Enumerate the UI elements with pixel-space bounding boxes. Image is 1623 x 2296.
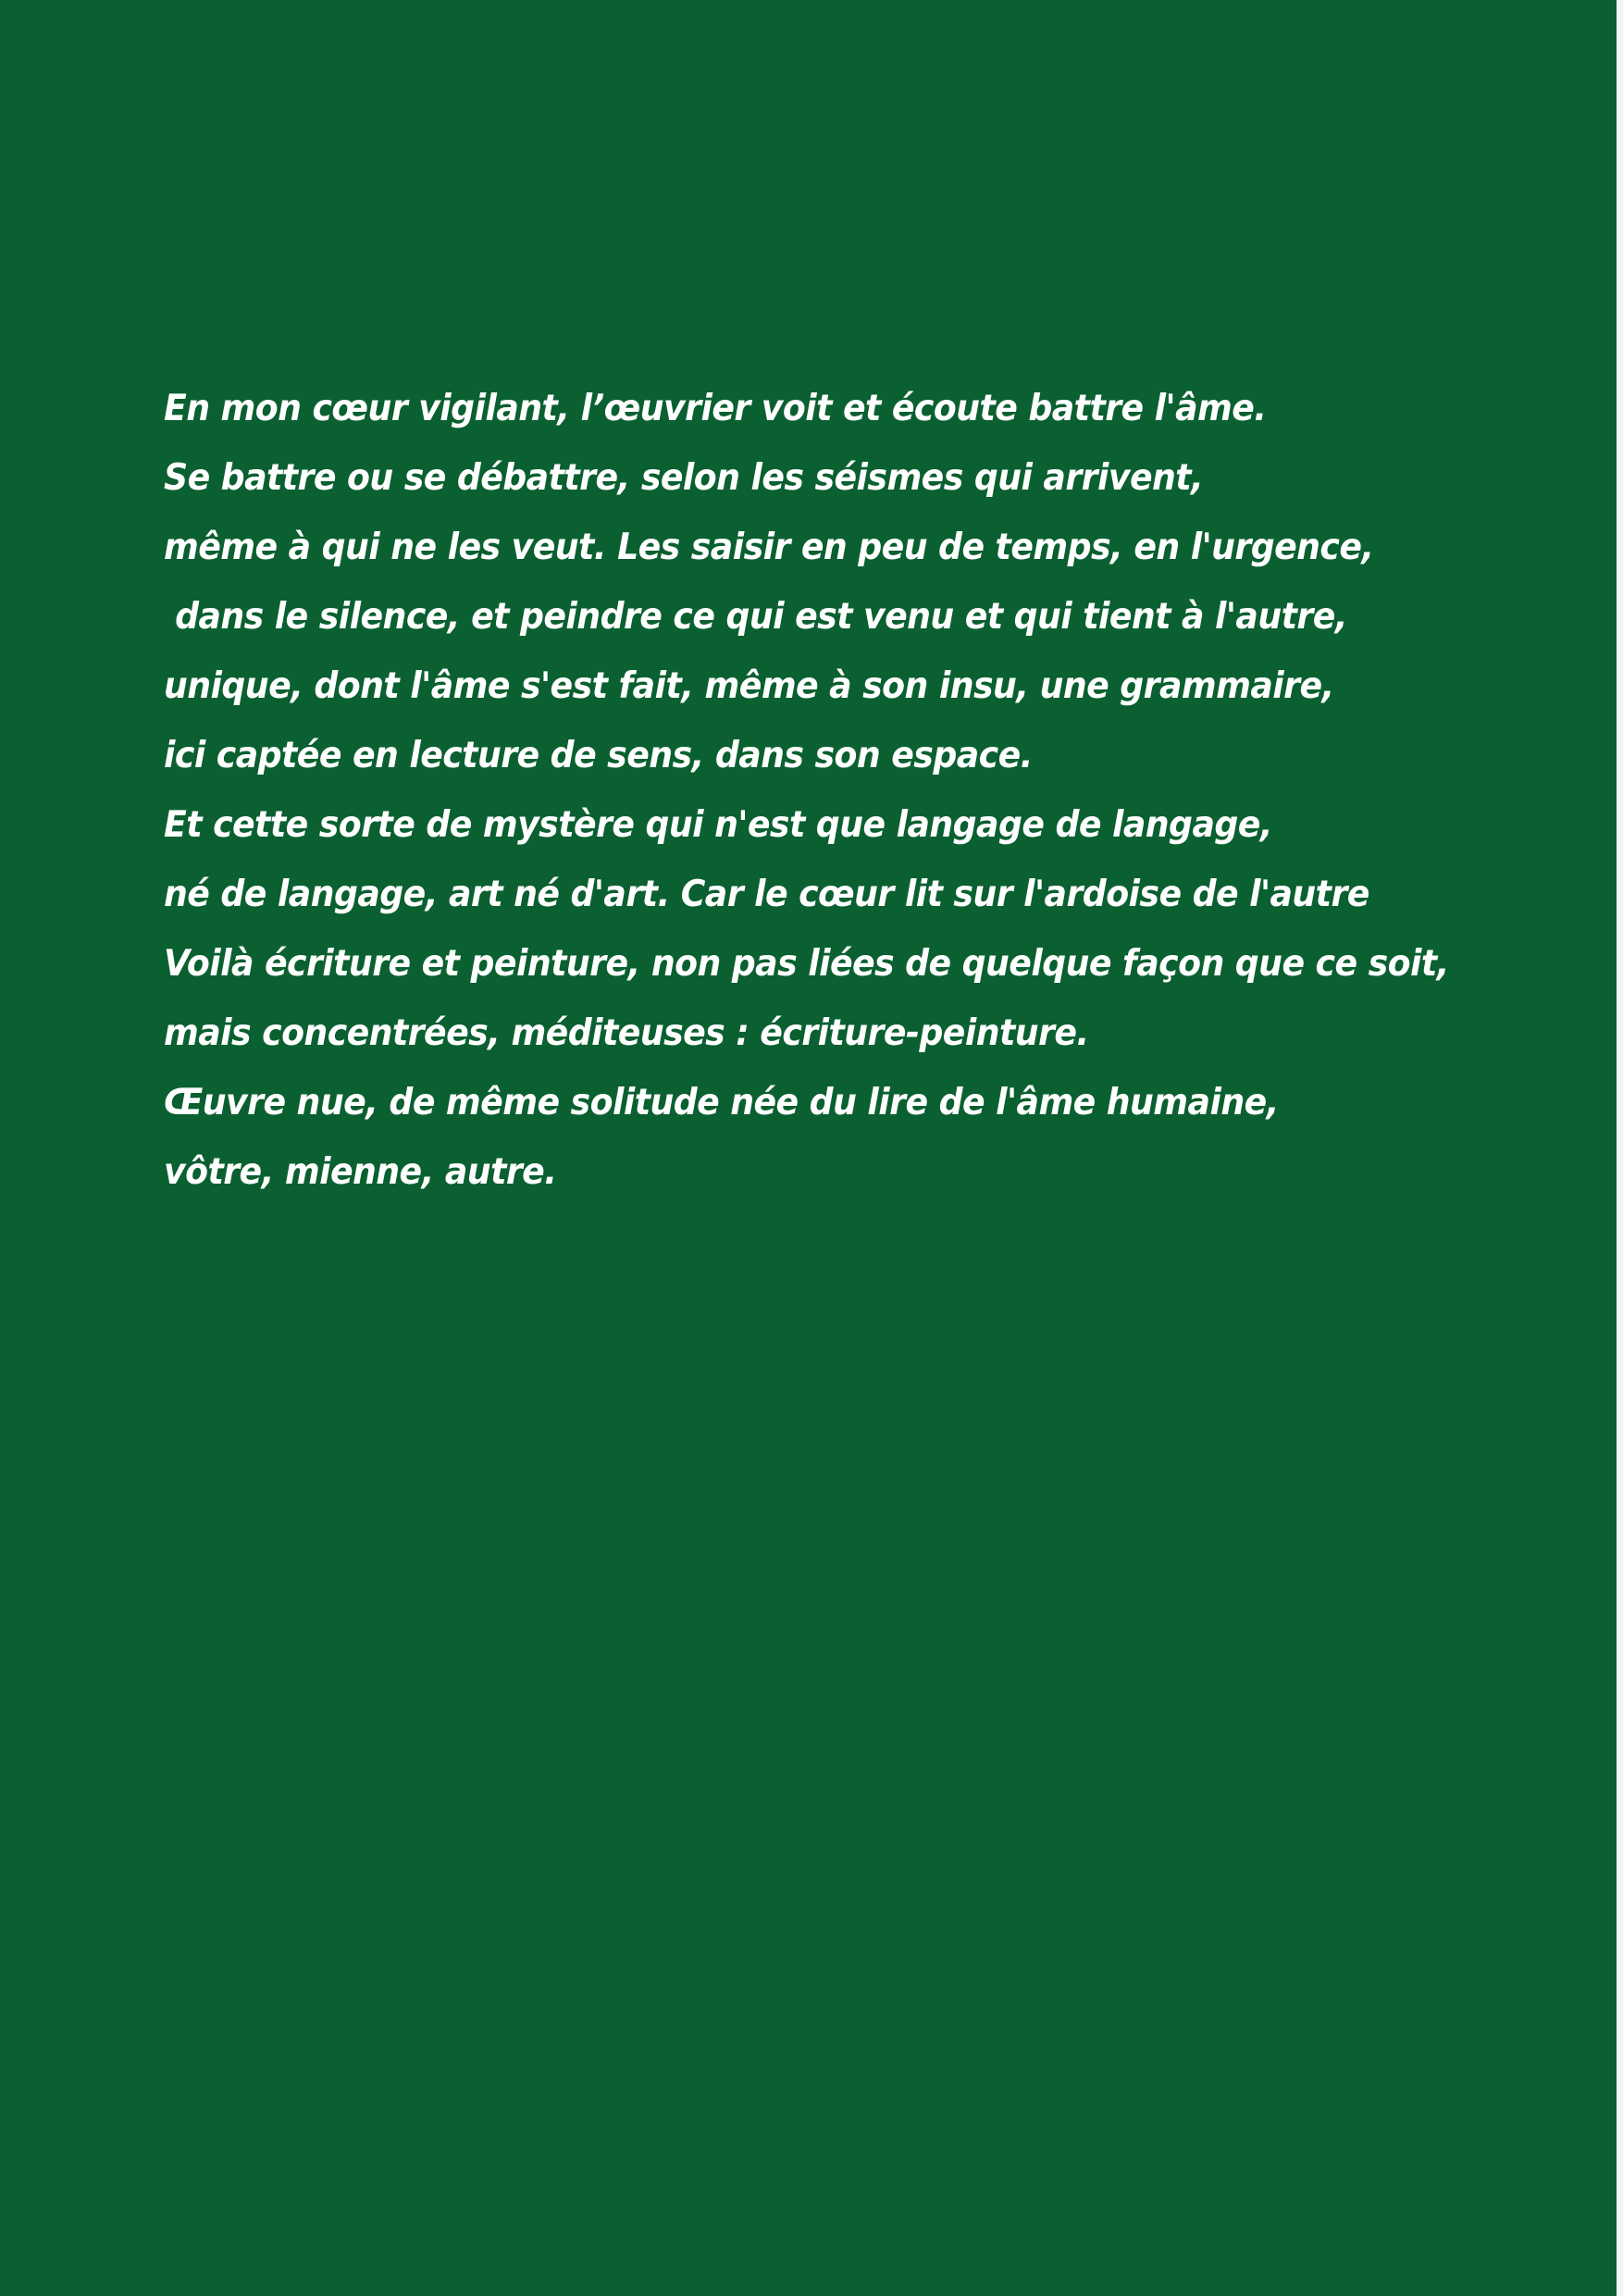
poem-text-block [164,374,1552,1207]
poem-line: vôtre, mienne, autre. [164,1151,557,1193]
poem-line: dans le silence, et peindre ce qui est venu et qui tient à l'autre, [164,596,1347,638]
poem-line: Se battre ou se débattre, selon les séismes qui arrivent, [164,457,1204,499]
poem-line: mais concentrées, méditeuses : écriture-peinture. [164,1012,1089,1054]
page-edge-strip [1617,0,1623,2296]
poem-line: ici captée en lecture de sens, dans son espace. [164,735,1033,776]
poem-line: Œuvre nue, de même solitude née du lire de l'âme humaine, [164,1082,1279,1123]
poem-line: unique, dont l'âme s'est fait, même à son insu, une grammaire, [164,665,1334,707]
poem-line: Voilà écriture et peinture, non pas liées de quelque façon que ce soit, [164,943,1449,985]
poem-line: même à qui ne les veut. Les saisir en peu de temps, en l'urgence, [164,527,1374,568]
poem-line: Et cette sorte de mystère qui n'est que langage de langage, [164,804,1273,846]
poem-line: né de langage, art né d'art. Car le cœur lit sur l'ardoise de l'autre [164,874,1369,915]
poem-line: En mon cœur vigilant, l’œuvrier voit et écoute battre l'âme. [164,388,1267,429]
